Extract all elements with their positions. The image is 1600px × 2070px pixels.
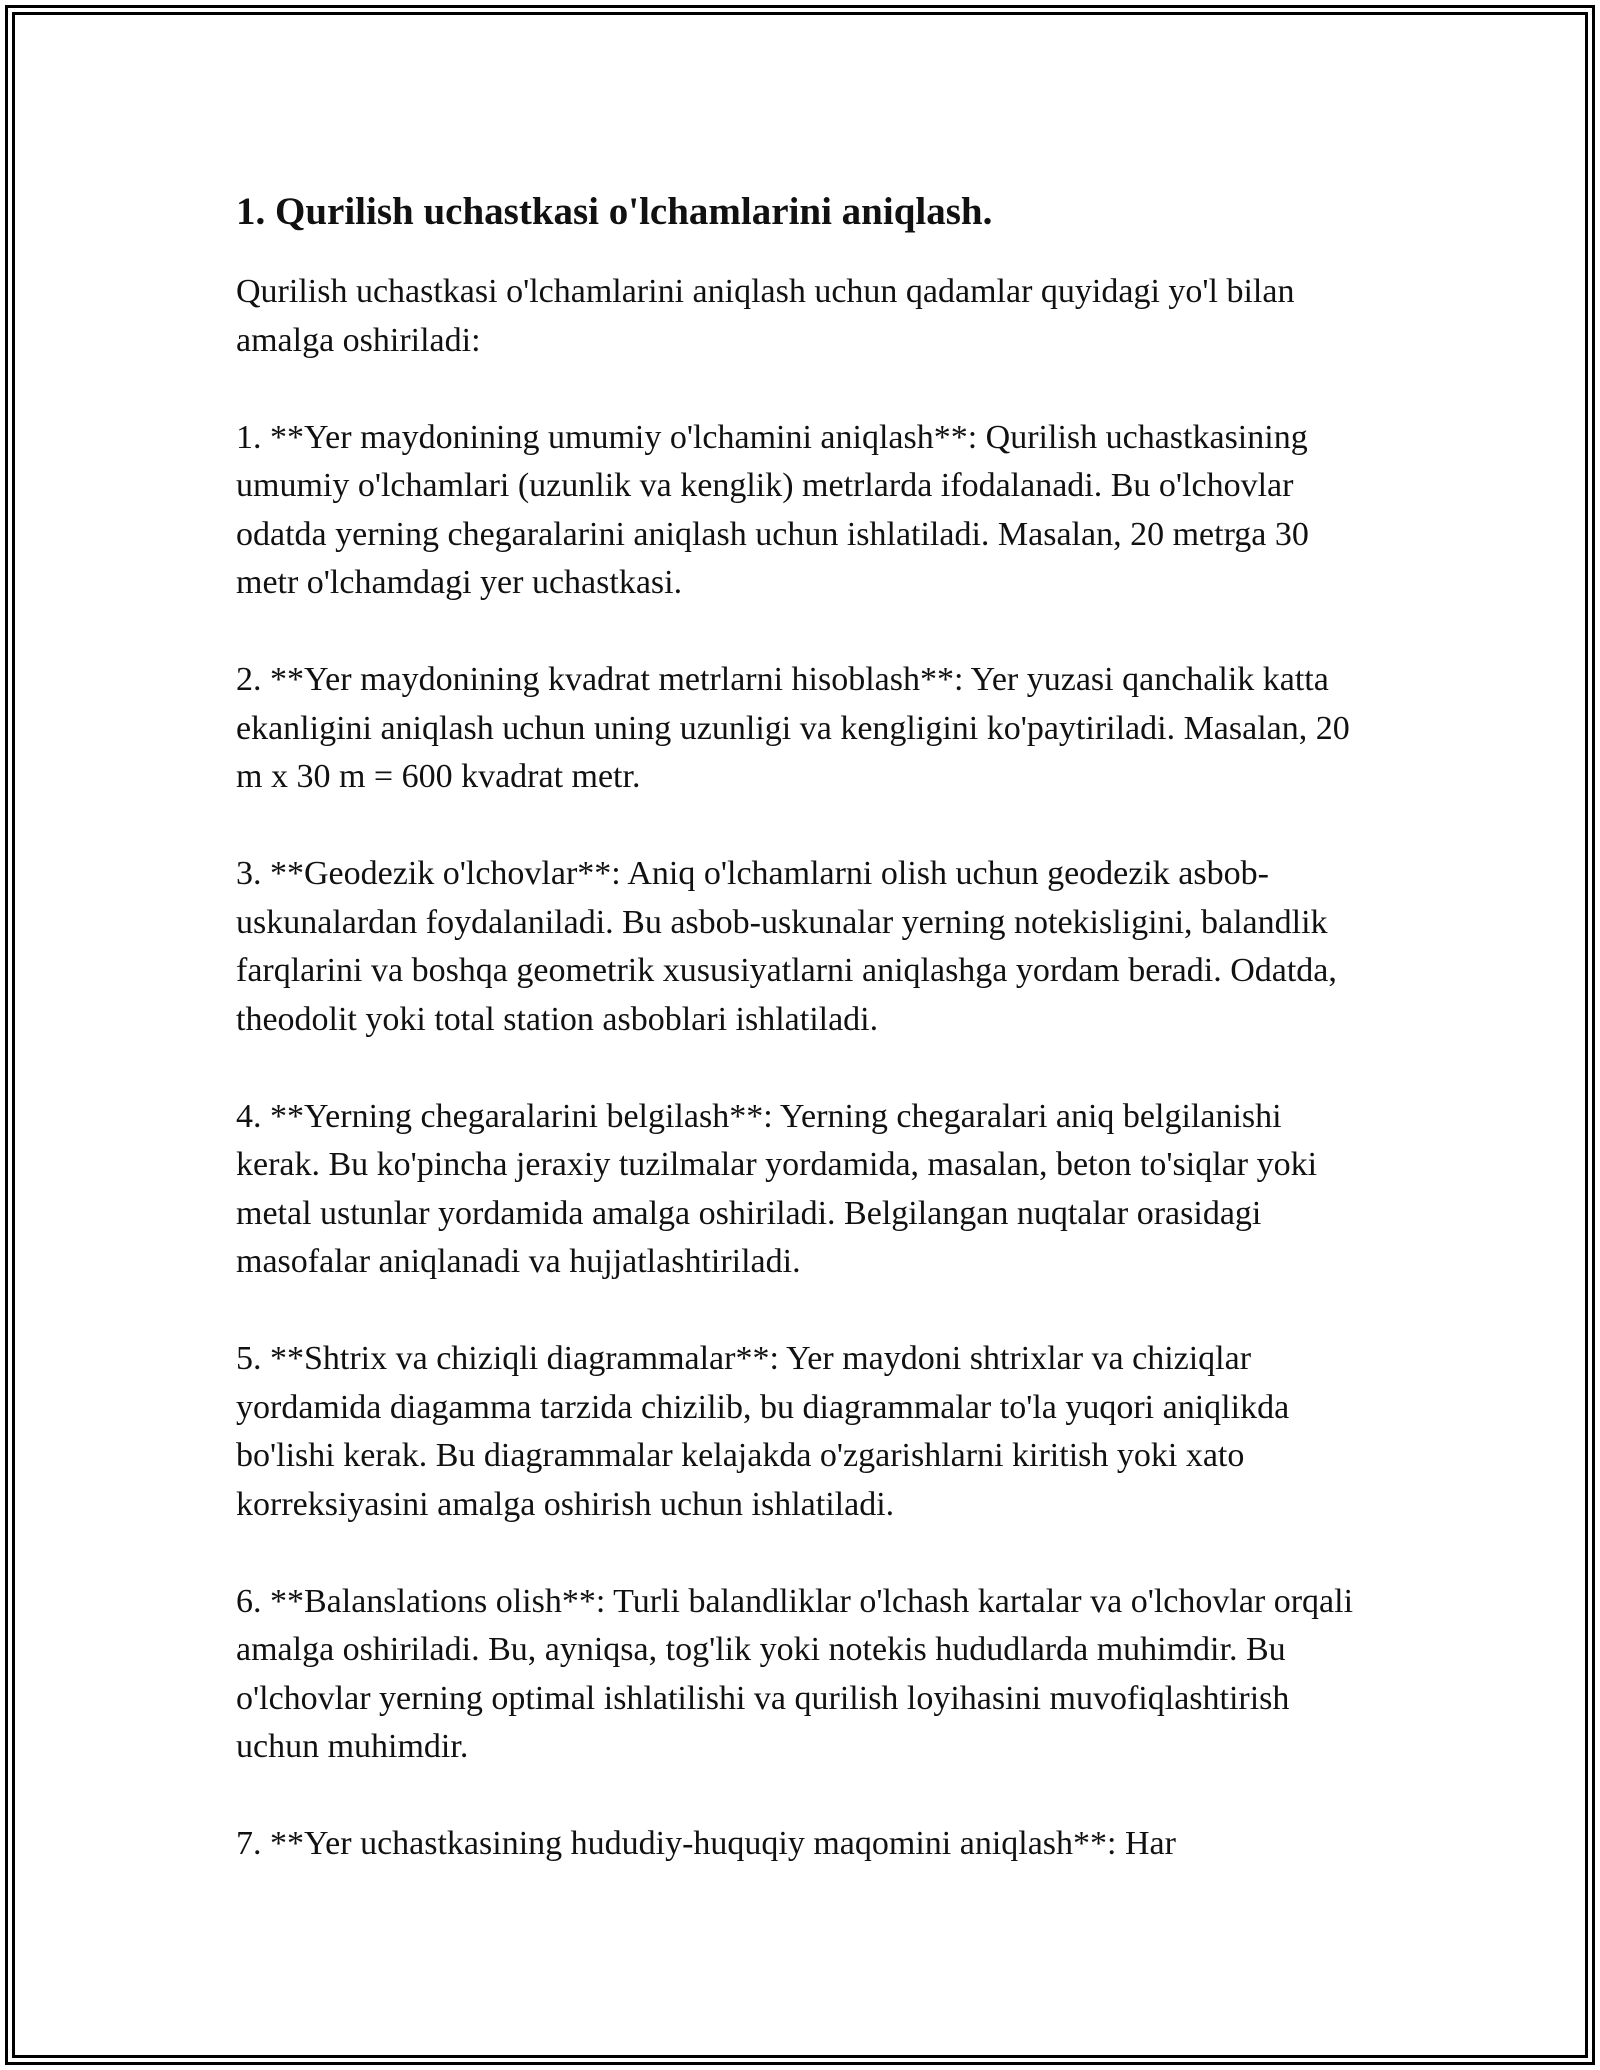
list-item-text: 7. **Yer uchastkasining hududiy-huquqiy maqomini aniqlash**: Har — [236, 1825, 1176, 1862]
intro-paragraph: Qurilish uchastkasi o'lchamlarini aniqlash uchun qadamlar quyidagi yo'l bilan amalga oshiriladi: — [236, 273, 1295, 359]
list-item-text: 1. **Yer maydonining umumiy o'lchamini aniqlash**: Qurilish uchastkasining umumiy o'lchamlari (uzunlik va kenglik) metrlarda ifodalanadi. Bu o'lchovlar odatda yerning chegaralarini aniqlash uchun ishlatiladi. Masalan, 20 metrga 30 metr o'lchamdagi yer uchastkasi. — [236, 418, 1309, 601]
list-item — [236, 1093, 1366, 1287]
list-item — [236, 1820, 1366, 1869]
document-title: 1. Qurilish uchastkasi o'lchamlarini aniqlash. — [236, 190, 993, 233]
list-item — [236, 414, 1366, 608]
list-item-text: 2. **Yer maydonining kvadrat metrlarni hisoblash**: Yer yuzasi qanchalik katta ekanligini aniqlash uchun uning uzunligi va kengligini ko'paytiriladi. Masalan, 20 m x 30 m = 600 kvadrat metr. — [236, 661, 1350, 795]
document-body — [236, 186, 1366, 1869]
list-item-text: 5. **Shtrix va chiziqli diagrammalar**: Yer maydoni shtrixlar va chiziqlar yordamida diagamma tarzida chizilib, bu diagrammalar to'la yuqori aniqlikda bo'lishi kerak. Bu diagrammalar kelajakda o'zgarishlarni kiritish yoki xato korreksiyasini amalga oshirish uchun ishlatiladi. — [236, 1340, 1290, 1523]
list-item-text: 6. **Balanslations olish**: Turli balandliklar o'lchash kartalar va o'lchovlar orqali amalga oshiriladi. Bu, ayniqsa, tog'lik yoki notekis hududlarda muhimdir. Bu o'lchovlar yerning optimal ishlatilishi va qurilish loyihasini muvofiqlashtirish uchun muhimdir. — [236, 1582, 1354, 1765]
list-item-text: 4. **Yerning chegaralarini belgilash**: Yerning chegaralari aniq belgilanishi kerak. Bu ko'pincha jeraxiy tuzilmalar yordamida, masalan, beton to'siqlar yoki metal ustunlar yordamida amalga oshiriladi. Belgilangan nuqtalar orasidagi masofalar aniqlanadi va hujjatlashtiriladi. — [236, 1097, 1318, 1280]
list-item — [236, 850, 1366, 1044]
list-item — [236, 1578, 1366, 1772]
list-item-text: 3. **Geodezik o'lchovlar**: Aniq o'lchamlarni olish uchun geodezik asbob-uskunalardan foydalaniladi. Bu asbob-uskunalar yerning notekisligini, balandlik farqlarini va boshqa geometrik xususiyatlarni aniqlashga yordam beradi. Odatda, theodolit yoki total station asboblari ishlatiladi. — [236, 855, 1337, 1038]
list-item — [236, 656, 1366, 802]
list-item — [236, 1335, 1366, 1529]
